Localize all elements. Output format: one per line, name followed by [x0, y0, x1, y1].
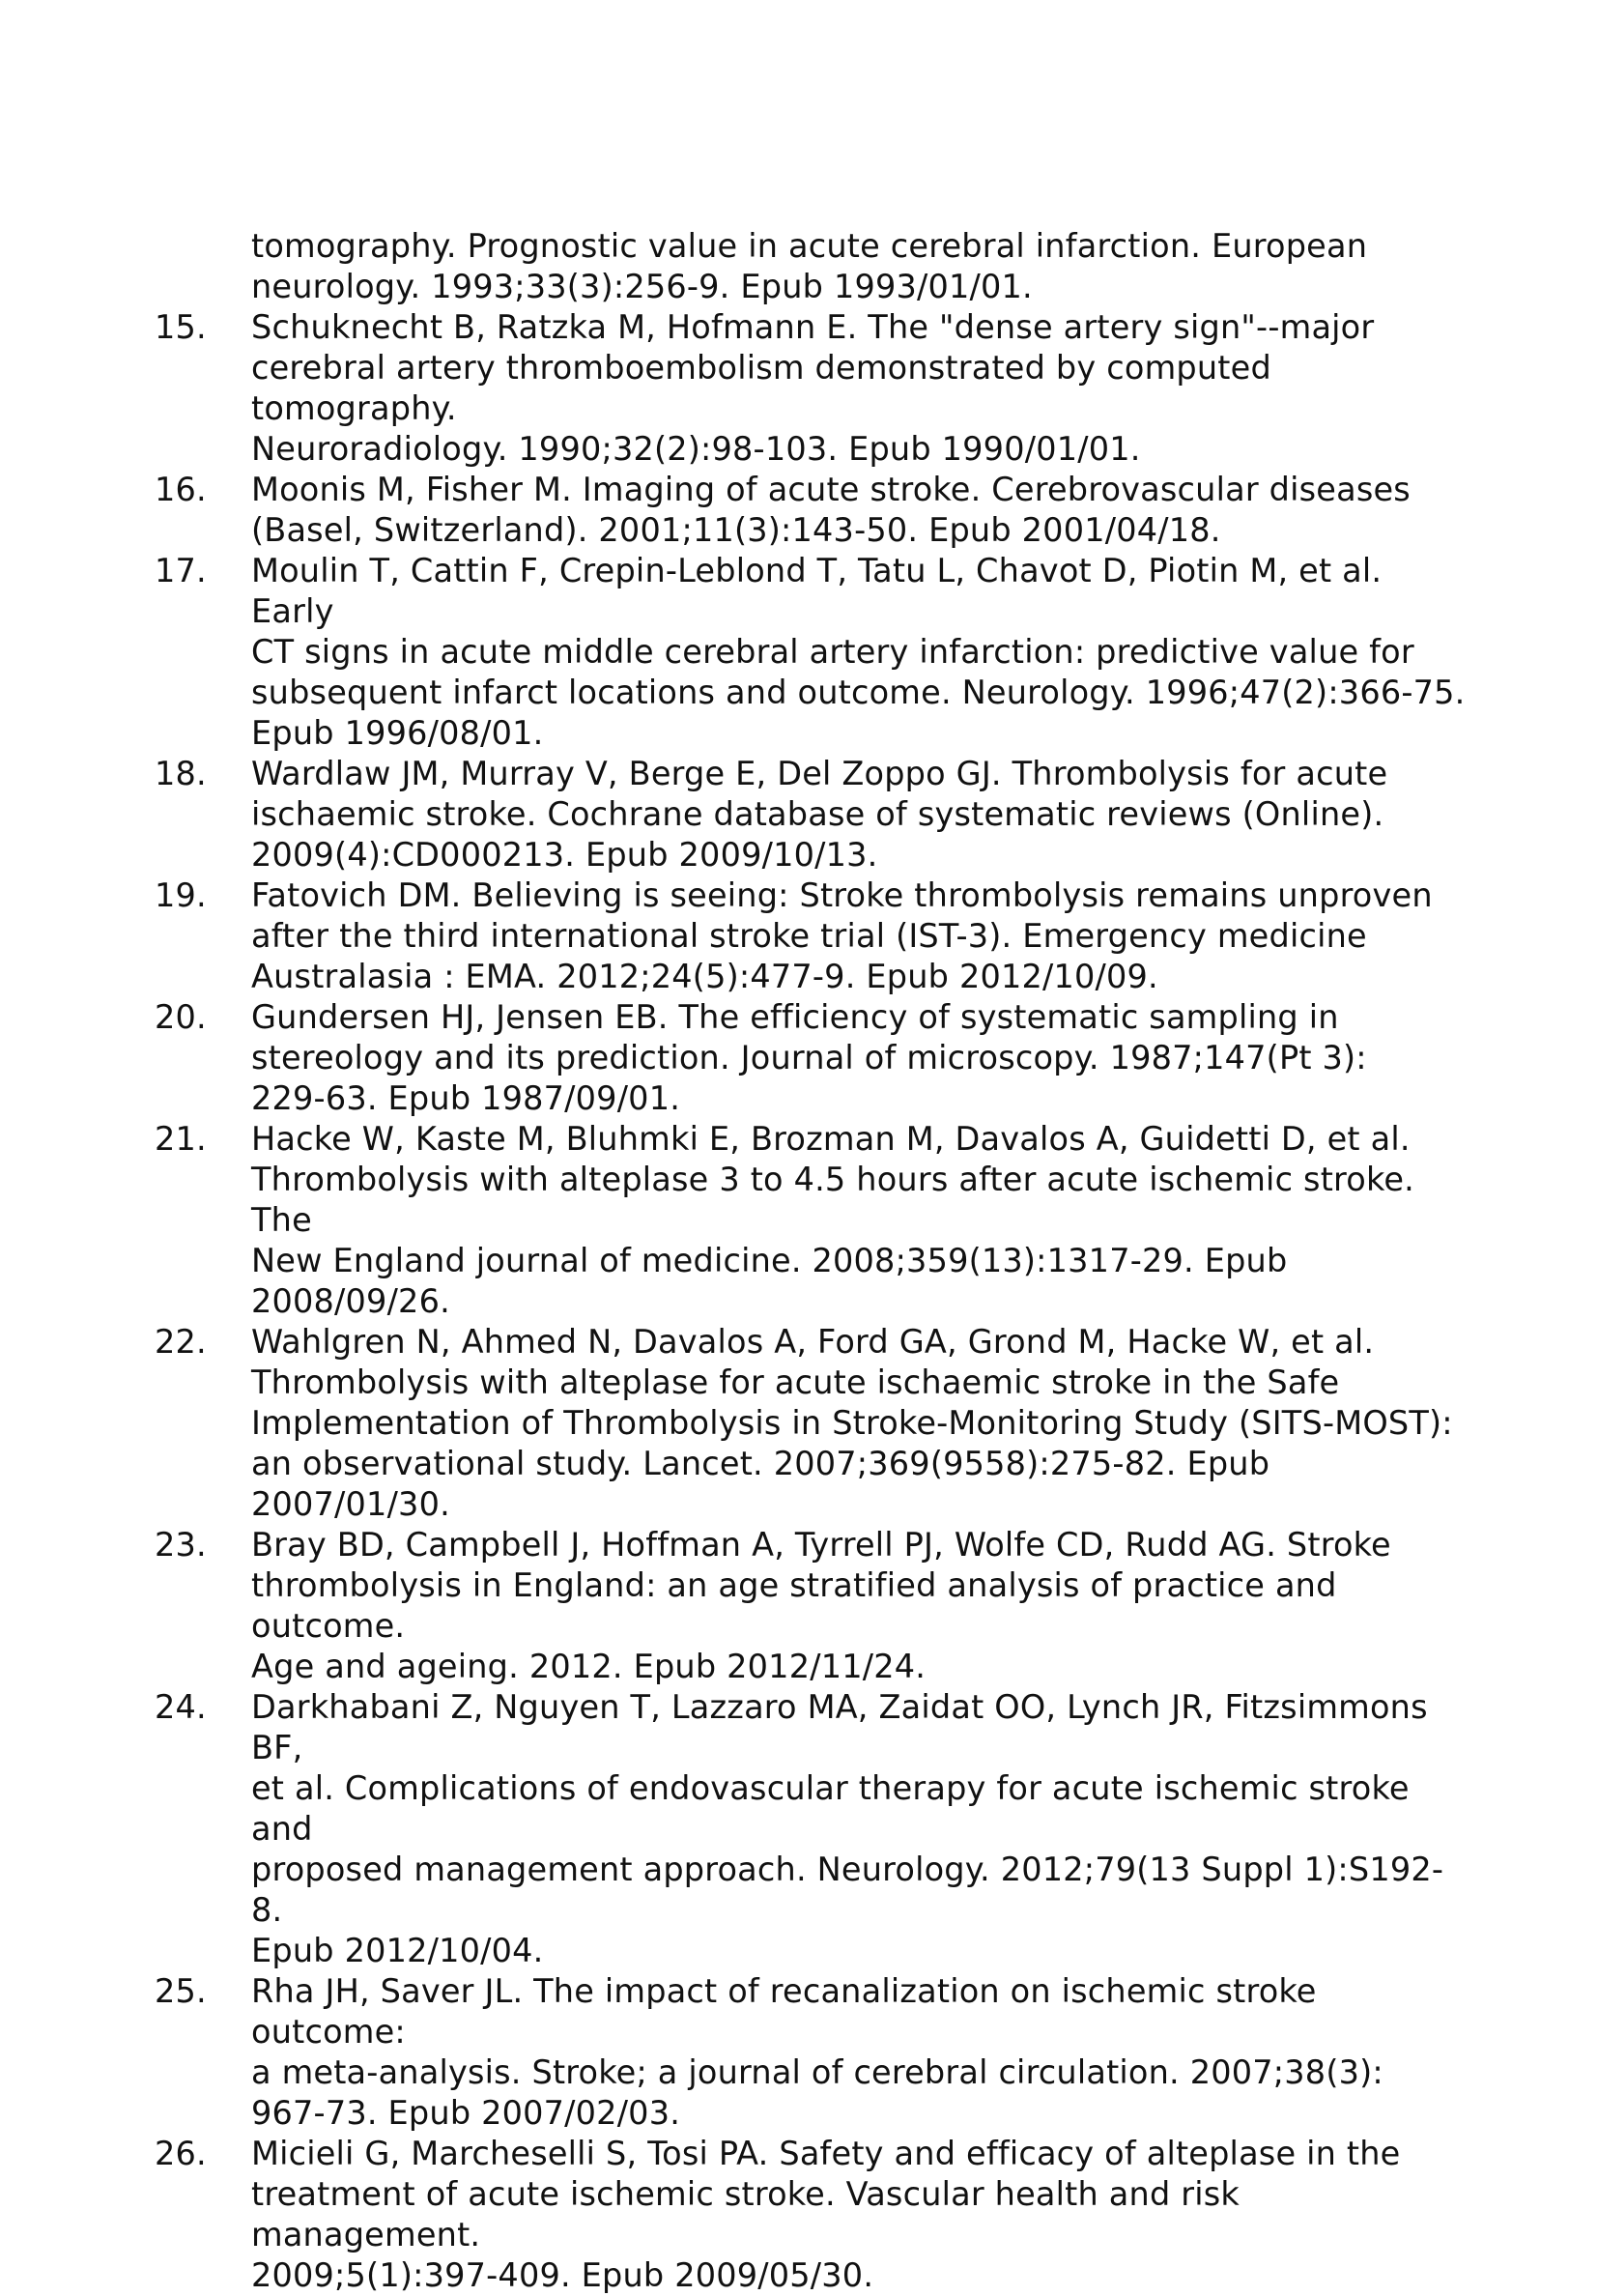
reference-text: Bray BD, Campbell J, Hoffman A, Tyrrell PJ, Wolfe CD, Rudd AG. Stroke thrombolysis in England: an age stratified analysis of practice and outcome. Age and ageing. 2012. Epub 2012/11/24.	[251, 1526, 1391, 1685]
reference-number: 22.	[155, 1323, 207, 1361]
reference-number: 18.	[155, 755, 207, 792]
reference-text: Hacke W, Kaste M, Bluhmki E, Brozman M, Davalos A, Guidetti D, et al. Thrombolysis with alteplase 3 to 4.5 hours after acute ischemic stroke. The New England journal of medicine. 2008;359(13):1317-29. Epub 2008/09/26.	[251, 1120, 1415, 1320]
reference-item-21	[155, 1119, 1469, 1322]
reference-item-continued	[155, 226, 1469, 307]
reference-text: Gundersen HJ, Jensen EB. The efficiency of systematic sampling in stereology and its prediction. Journal of microscopy. 1987;147(Pt 3): 229-63. Epub 1987/09/01.	[251, 998, 1367, 1117]
reference-number: 20.	[155, 998, 207, 1036]
reference-item-26	[155, 2134, 1469, 2296]
reference-text: Micieli G, Marcheselli S, Tosi PA. Safety and efficacy of alteplase in the treatment of acute ischemic stroke. Vascular health and risk management. 2009;5(1):397-409. Epub 2009/05/30.	[251, 2135, 1401, 2294]
reference-text: Schuknecht B, Ratzka M, Hofmann E. The "dense artery sign"--major cerebral artery thromboembolism demonstrated by computed tomography. Neuroradiology. 1990;32(2):98-103. Epub 1990/01/01.	[251, 308, 1375, 468]
reference-number: 21.	[155, 1120, 207, 1158]
reference-item-15	[155, 307, 1469, 470]
reference-number: 25.	[155, 1972, 207, 2010]
reference-item-16	[155, 470, 1469, 551]
reference-number: 17.	[155, 552, 207, 589]
reference-text: tomography. Prognostic value in acute cerebral infarction. European neurology. 1993;33(3):256-9. Epub 1993/01/01.	[251, 227, 1368, 305]
reference-number: 16.	[155, 471, 207, 508]
reference-text: Fatovich DM. Believing is seeing: Stroke thrombolysis remains unproven after the third international stroke trial (IST-3). Emergency medicine Australasia : EMA. 2012;24(5):477-9. Epub 2012/10/09.	[251, 876, 1433, 995]
reference-item-25	[155, 1971, 1469, 2134]
reference-number: 24.	[155, 1688, 207, 1726]
reference-item-24	[155, 1687, 1469, 1971]
reference-number: 26.	[155, 2135, 207, 2172]
reference-item-18	[155, 754, 1469, 875]
reference-item-22	[155, 1322, 1469, 1525]
reference-text: Moulin T, Cattin F, Crepin-Leblond T, Tatu L, Chavot D, Piotin M, et al. Early CT signs in acute middle cerebral artery infarction: predictive value for subsequent infarct locations and outcome. Neurology. 1996;47(2):366-75. Epub 1996/08/01.	[251, 552, 1466, 752]
reference-item-20	[155, 997, 1469, 1119]
reference-number: 19.	[155, 876, 207, 914]
reference-text: Wahlgren N, Ahmed N, Davalos A, Ford GA, Grond M, Hacke W, et al. Thrombolysis with alteplase for acute ischaemic stroke in the Safe Implementation of Thrombolysis in Stroke-Monitoring Study (SITS-MOST): an observational study. Lancet. 2007;369(9558):275-82. Epub 2007/01/30.	[251, 1323, 1453, 1523]
reference-text: Rha JH, Saver JL. The impact of recanalization on ischemic stroke outcome: a meta-analysis. Stroke; a journal of cerebral circulation. 2007;38(3): 967-73. Epub 2007/02/03.	[251, 1972, 1383, 2132]
reference-number: 23.	[155, 1526, 207, 1564]
reference-text: Moonis M, Fisher M. Imaging of acute stroke. Cerebrovascular diseases (Basel, Switzerland). 2001;11(3):143-50. Epub 2001/04/18.	[251, 471, 1411, 549]
reference-text: Wardlaw JM, Murray V, Berge E, Del Zoppo GJ. Thrombolysis for acute ischaemic stroke. Cochrane database of systematic reviews (Online). 2009(4):CD000213. Epub 2009/10/13.	[251, 755, 1388, 874]
reference-text: Darkhabani Z, Nguyen T, Lazzaro MA, Zaidat OO, Lynch JR, Fitzsimmons BF, et al. Complications of endovascular therapy for acute ischemic stroke and proposed management approach. Neurology. 2012;79(13 Suppl 1):S192-8. Epub 2012/10/04.	[251, 1688, 1444, 1969]
reference-item-23	[155, 1525, 1469, 1687]
reference-item-17	[155, 551, 1469, 754]
reference-list	[155, 226, 1469, 2296]
reference-item-19	[155, 875, 1469, 997]
reference-number: 15.	[155, 308, 207, 346]
